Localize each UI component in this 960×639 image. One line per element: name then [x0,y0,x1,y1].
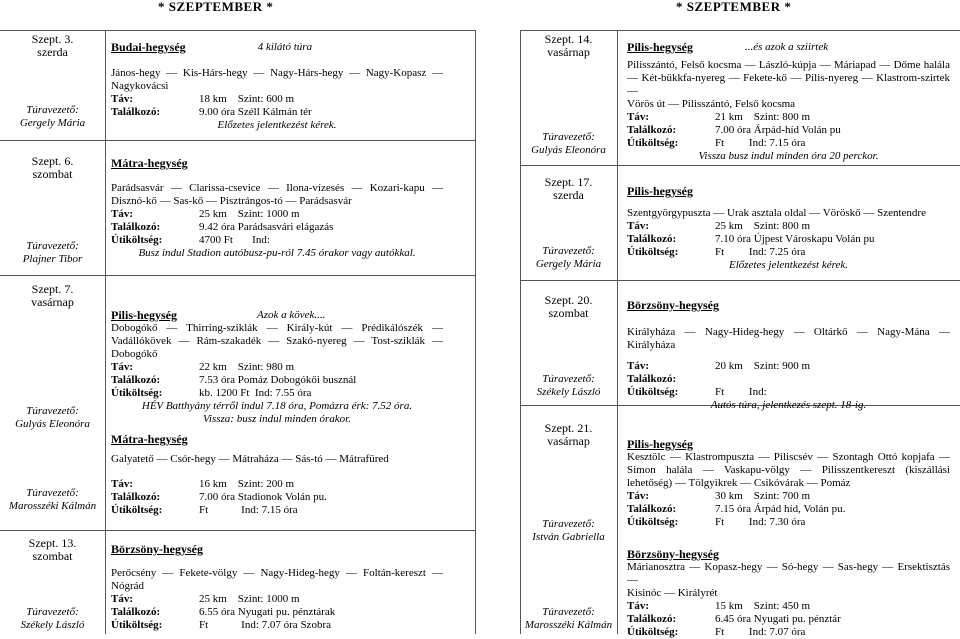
row-key: Táv: [111,593,133,605]
guide-name: Székely László [20,619,85,631]
top-rule-left [0,30,475,31]
row-val: Ft Ind: 7.07 óra [715,626,806,638]
weekday: vasárnap [31,295,74,309]
tour-title: Pilis-hegység [627,184,693,198]
tour-title: Mátra-hegység [111,156,188,170]
guide-name: Gergely Mária [19,117,86,129]
guide-cell [0,104,105,130]
date: Szept. 13. [28,536,77,550]
guide-cell [520,245,617,271]
date: Szept. 6. [31,154,74,168]
tour-title: Pilis-hegység [627,437,693,451]
route-line: Galyatető — Csór-hegy — Mátraháza — Sás-tó — Mátrafüred [111,453,389,465]
row-val: kb. 1200 Ft Ind: 7.55 óra [199,387,312,399]
date: Szept. 21. [544,421,593,435]
weekday: szombat [32,549,73,563]
row-val: Ft Ind: [715,386,767,398]
tour-title: Mátra-hegység [111,432,188,446]
guide-label: Túravezető: [26,104,79,116]
row-val: 6.45 óra Nyugati pu. pénztár [715,613,841,625]
weekday: szerda [553,188,584,202]
row-key: Útiköltség: [627,626,679,638]
tour-note: Vissza: busz indul minden órakor. [203,413,351,425]
route-line: Kesztölc — Klastrompuszta — Piliscsév — Szontagh Ottó kopjafa — [627,451,950,463]
row-val: 25 km Szint: 1000 m [199,208,300,220]
row-val: 21 km Szint: 800 m [715,111,811,123]
route-line: Márianosztra — Kopasz-hegy — Só-hegy — Sas-hegy — Ersektisztás — [627,561,950,586]
day-cell [0,283,105,309]
tour-block [111,309,443,426]
weekday: szombat [548,306,589,320]
tour-note: Előzetes jelentkezést kérek. [217,119,337,131]
row-key: Találkozó: [627,613,677,625]
row-val: 18 km Szint: 600 m [199,93,295,105]
row-val: 22 km Szint: 980 m [199,361,295,373]
tour-note: Busz indul Stadion autóbusz-pu-ról 7.45 órakor vagy autókkal. [138,247,416,259]
row-val: 9.42 óra Parádsasvári elágazás [199,221,334,233]
tour-block [627,438,950,529]
guide-label: Túravezető: [542,131,595,143]
route-line: Disznó-kő — Sas-kő — Pisztrángos-tó — Parádsasvár [111,195,352,207]
row-key: Táv: [627,111,649,123]
tour-block [111,41,443,132]
guide-name: Gulyás Eleonóra [531,144,606,156]
row-val: Ft Ind: 7.07 óra Szobra [199,619,331,631]
day-cell [520,422,617,448]
row-val: 25 km Szint: 1000 m [199,593,300,605]
route-line: Pilisszántó, Felső kocsma — László-kúpja — Máriapad — Dőme halála [627,59,950,71]
row-key: Táv: [627,600,649,612]
date: Szept. 20. [544,293,593,307]
row-val: Ft Ind: 7.15 óra [199,504,298,516]
top-rule-right [520,30,960,31]
row-key: Találkozó: [627,503,677,515]
row-key: Találkozó: [111,606,161,618]
guide-cell [0,405,105,431]
route-line: Nagykovácsi [111,80,169,92]
weekday: szerda [37,45,68,59]
guide-name: Plajner Tibor [22,253,83,265]
row-val: 6.55 óra Nyugati pu. pénztárak [199,606,336,618]
day-cell [520,294,617,320]
guide-name: Marosszéki Kálmán [8,500,97,512]
row-key: Táv: [111,361,133,373]
route-line: Parádsasvár — Clarissa-csevice — Ilona-vízesés — Kozari-kapu — [111,182,443,194]
row-key: Találkozó: [111,491,161,503]
right-divider [617,30,618,634]
row-key: Találkozó: [627,124,677,136]
row-val: 30 km Szint: 700 m [715,490,811,502]
row-val: 16 km Szint: 200 m [199,478,295,490]
tour-block [111,543,443,632]
row-key: Találkozó: [627,233,677,245]
row-key: Táv: [627,360,649,372]
row-val: 15 km Szint: 450 m [715,600,811,612]
guide-label: Túravezető: [542,518,595,530]
guide-label: Túravezető: [542,373,595,385]
row-key: Táv: [111,478,133,490]
guide-cell [520,131,617,157]
day-cell [0,537,105,563]
row-val: 4700 Ft Ind: [199,234,270,246]
row-key: Útiköltség: [111,234,163,246]
tour-title: Börzsöny-hegység [111,542,203,556]
route-line: Vadállókövek — Rám-szakadék — Szakó-nyereg — Tost-sziklák — [111,335,443,347]
tour-subtitle: ...és azok a sziirtek [745,41,829,53]
row-sep [520,280,960,281]
route-line: Dobogókő — Thirring-sziklák — Király-kút — Prédikálószék — [111,322,443,334]
row-key: Találkozó: [111,374,161,386]
row-key: Útiköltség: [627,516,679,528]
guide-cell [520,606,617,632]
row-key: Táv: [111,208,133,220]
row-key: Útiköltség: [627,137,679,149]
left-header: * SZEPTEMBER * [158,0,274,14]
day-cell [0,33,105,59]
row-val: 9.00 óra Széll Kálmán tér [199,106,312,118]
tour-note: Vissza busz indul minden óra 20 perckor. [698,150,879,162]
tour-subtitle: Azok a kövek.... [257,309,326,321]
guide-name: Marosszéki Kálmán [524,619,613,631]
row-key: Találkozó: [111,221,161,233]
guide-name: Székely László [536,386,601,398]
row-sep [520,165,960,166]
route-line: lehetőség) — Tölgyikrek — Csikóvárak — Pomáz [627,477,851,489]
date: Szept. 7. [31,282,74,296]
route-line: Nógrád [111,580,144,592]
row-sep [0,140,475,141]
day-cell [520,176,617,202]
guide-name: Gergely Mária [535,258,602,270]
tour-title: Börzsöny-hegység [627,298,719,312]
guide-label: Túravezető: [26,405,79,417]
row-val: 7.00 óra Árpád-híd Volán pu [715,124,841,136]
guide-label: Túravezető: [542,245,595,257]
guide-cell [0,240,105,266]
route-line: Vörös út — Pilisszántó, Felső kocsma [627,98,796,110]
tour-block [627,41,950,163]
row-sep [0,275,475,276]
left-edge [475,30,476,634]
date: Szept. 14. [544,32,593,46]
guide-cell [0,487,105,513]
route-line: Perőcsény — Fekete-völgy — Nagy-Hideg-hegy — Foltán-kereszt — [111,567,443,579]
row-key: Táv: [111,93,133,105]
row-val: Ft Ind: 7.30 óra [715,516,806,528]
row-val: 7.53 óra Pomáz Dobogókői busznál [199,374,357,386]
date: Szept. 3. [31,32,74,46]
weekday: vasárnap [547,434,590,448]
guide-cell [520,518,617,544]
guide-cell [520,373,617,399]
tour-block [627,299,950,412]
route-line: Szentgyörgypuszta — Urak asztala oldal — Vöröskő — Szentendre [627,207,926,219]
guide-cell [0,606,105,632]
tour-block [111,433,443,517]
weekday: szombat [32,167,73,181]
row-key: Táv: [627,220,649,232]
row-key: Útiköltség: [627,246,679,258]
row-val: 7.00 óra Stadionok Volán pu. [199,491,327,503]
right-header: * SZEPTEMBER * [676,0,792,14]
row-key: Útiköltség: [627,386,679,398]
guide-label: Túravezető: [26,606,79,618]
row-key: Útiköltség: [111,504,163,516]
row-key: Táv: [627,490,649,502]
guide-label: Túravezető: [26,240,79,252]
tour-title: Börzsöny-hegység [627,547,719,561]
route-line: János-hegy — Kis-Hárs-hegy — Nagy-Hárs-hegy — Nagy-Kopasz — [111,67,443,79]
day-cell [0,155,105,181]
tour-block [111,157,443,260]
row-val: Ft Ind: 7.15 óra [715,137,806,149]
guide-name: István Gabriella [532,531,605,543]
weekday: vasárnap [547,45,590,59]
tour-title: Pilis-hegység [627,40,693,54]
row-key: Útiköltség: [111,387,163,399]
route-line: Dobogókő [111,348,158,360]
route-line: Simon halála — Vaskapu-völgy — Pilisszentkereszt (kiszállási [627,464,950,476]
tour-note: Előzetes jelentkezést kérek. [728,259,848,271]
date: Szept. 17. [544,175,593,189]
row-key: Találkozó: [111,106,161,118]
tour-note: HÉV Batthyány térről indul 7.18 óra, Pomázra érk: 7.52 óra. [141,400,413,412]
guide-label: Túravezető: [26,487,79,499]
tour-title: Pilis-hegység [111,308,177,322]
guide-label: Túravezető: [542,606,595,618]
row-key: Találkozó: [627,373,677,385]
tour-title: Budai-hegység [111,40,186,54]
route-line: Kisinóc — Királyrét [627,587,718,599]
row-val: 7.15 óra Árpád híd, Volán pu. [715,503,846,515]
row-val: Ft Ind: 7.25 óra [715,246,806,258]
row-val: 7.10 óra Újpest Városkapu Volán pu [715,233,875,245]
row-key: Útiköltség: [111,619,163,631]
row-val: 25 km Szint: 800 m [715,220,811,232]
route-line: Királyháza — Nagy-Hideg-hegy — Oltárkő — Nagy-Mána — Királyháza [627,326,950,351]
left-divider [105,30,106,634]
route-line: — Két-bükkfa-nyereg — Fekete-kő — Pilis-nyereg — Klastrom-szirtek — [627,72,950,97]
tour-subtitle: 4 kilátó túra [257,41,313,53]
day-cell [520,33,617,59]
tour-note: Autós túra, jelentkezés szept. 18-ig. [710,399,867,411]
row-sep [0,530,475,531]
tour-block [627,185,950,272]
row-val: 20 km Szint: 900 m [715,360,811,372]
guide-name: Gulyás Eleonóra [15,418,90,430]
tour-block [627,548,950,639]
